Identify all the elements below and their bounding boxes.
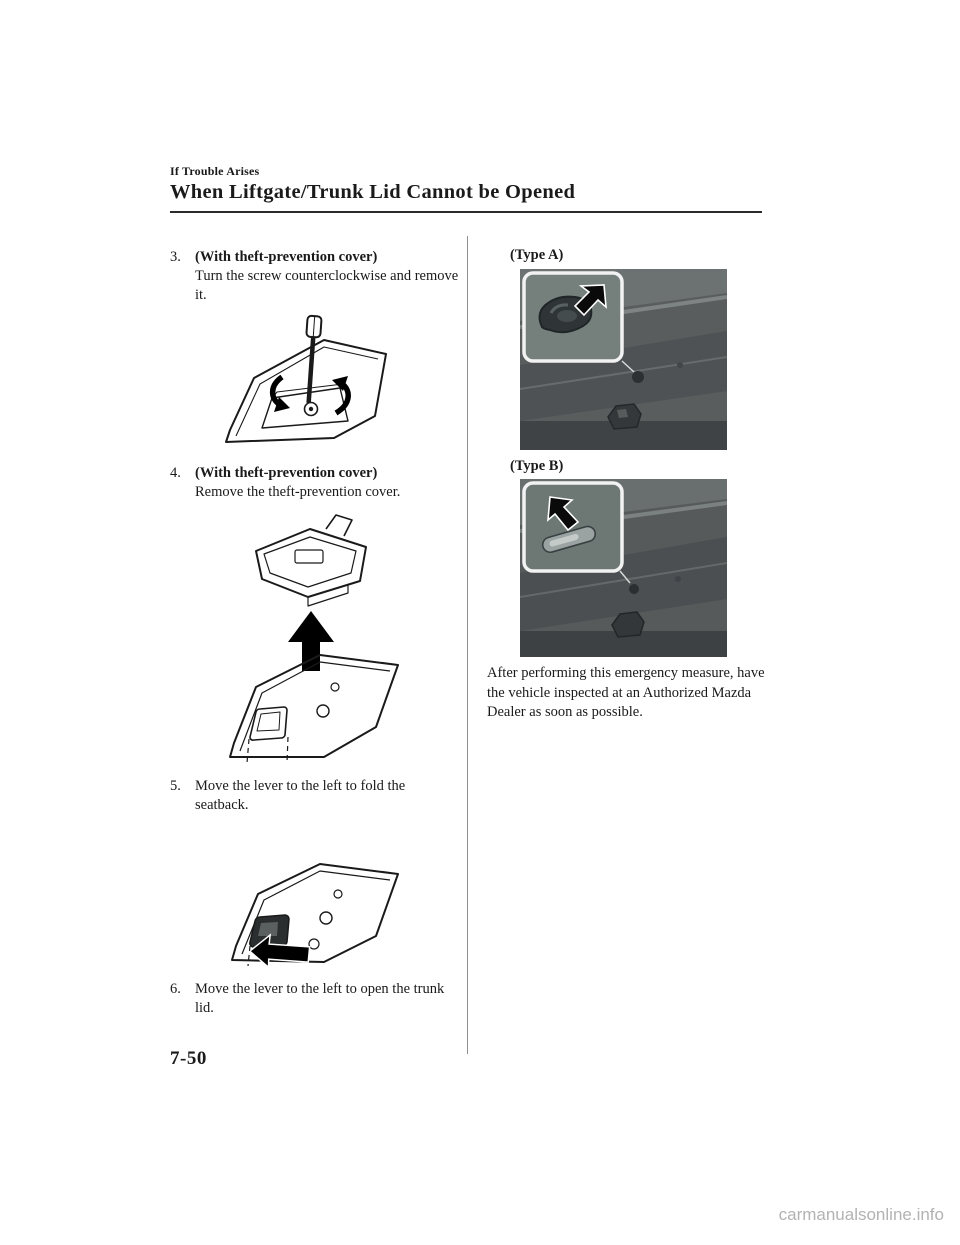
step-heading: (With theft-prevention cover)	[195, 464, 378, 481]
photo-type-b	[520, 479, 765, 657]
header-rule	[170, 211, 762, 213]
photo-b-inset	[524, 483, 622, 571]
step-6	[170, 980, 462, 1018]
type-b-label: (Type B)	[510, 457, 564, 474]
lever-illustration	[220, 824, 462, 972]
step-5	[170, 777, 462, 815]
cover-removal-illustration	[216, 511, 462, 769]
step-body	[195, 464, 462, 502]
screwdriver-illustration	[216, 314, 462, 455]
step-heading: (With theft-prevention cover)	[195, 249, 378, 265]
step-body	[195, 248, 462, 305]
keyhole-dot	[632, 371, 644, 383]
photo-a-inset	[524, 273, 622, 361]
step-text: Remove the theft-prevention cover.	[195, 483, 401, 500]
step-text: Move the lever to the left to open the trunk lid.	[195, 981, 445, 1017]
step-number: 3.	[170, 249, 181, 265]
photo-type-b-svg	[520, 479, 727, 657]
type-a-label: (Type A)	[510, 247, 564, 263]
theft-prevention-cover-icon	[256, 515, 366, 606]
step-number: 4.	[170, 464, 181, 481]
step-text: Move the lever to the left to fold the seatback.	[195, 777, 406, 813]
cover-removal-illustration-svg	[216, 511, 406, 763]
section-label: If Trouble Arises	[170, 164, 260, 178]
screwdriver-illustration-svg	[216, 314, 396, 449]
screwdriver-icon	[302, 316, 322, 404]
step-4	[170, 464, 462, 502]
step-text: Turn the screw counterclockwise and remove it.	[195, 268, 459, 304]
closing-note: After performing this emergency measure, have the vehicle inspected at an Authorized Mazda Dealer as soon as possible.	[487, 665, 765, 721]
step-number: 6.	[170, 981, 181, 998]
lever-pivot-dot	[629, 584, 639, 594]
left-column	[170, 248, 462, 1019]
photo-type-a	[520, 269, 765, 450]
step-number: 5.	[170, 777, 181, 794]
photo-type-a-svg	[520, 269, 727, 450]
page-title: When Liftgate/Trunk Lid Cannot be Opened	[170, 181, 576, 203]
watermark: carmanualsonline.info	[778, 1205, 944, 1224]
page-header	[170, 164, 762, 213]
step-3	[170, 248, 462, 305]
right-column	[487, 246, 765, 723]
lever-illustration-svg	[220, 824, 402, 966]
up-arrow-icon	[288, 611, 334, 671]
column-divider	[467, 236, 468, 1054]
page-number: 7-50	[170, 1048, 207, 1069]
